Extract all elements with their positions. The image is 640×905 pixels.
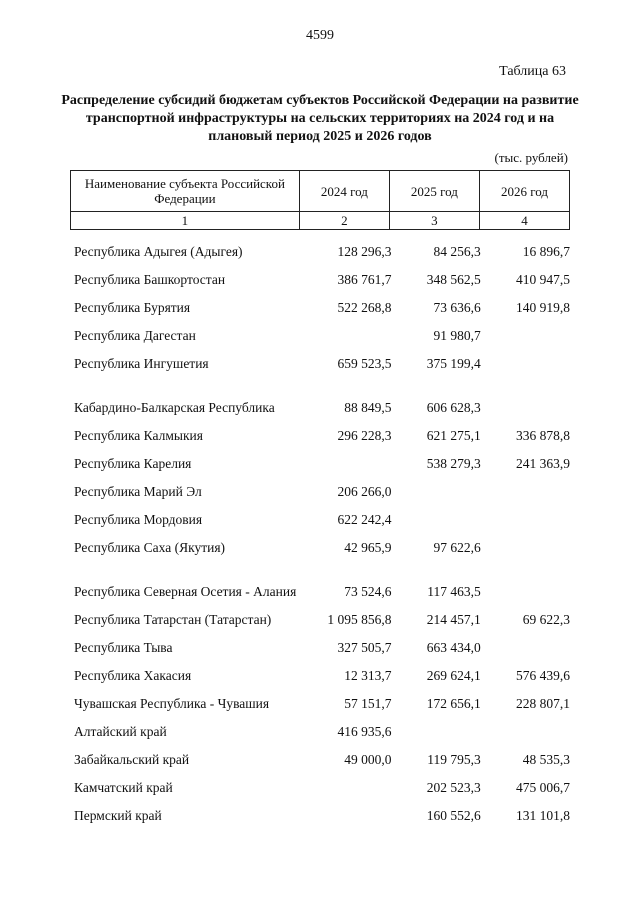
- value-2024: 522 268,8: [337, 300, 392, 315]
- page-number: 4599: [306, 28, 334, 43]
- value-2025: 538 279,3: [426, 456, 481, 471]
- region-name: Пермский край: [74, 808, 162, 823]
- value-2024: 622 242,4: [337, 512, 392, 527]
- value-2025: 73 636,6: [433, 300, 481, 315]
- value-2024: 659 523,5: [337, 356, 392, 371]
- table-header: [70, 170, 570, 230]
- table-label: Таблица 63: [499, 64, 566, 79]
- value-2026: 69 622,3: [522, 612, 570, 627]
- table-row: [70, 372, 570, 416]
- value-2024: 73 524,6: [344, 584, 392, 599]
- value-2025: 160 552,6: [426, 808, 481, 823]
- header-num-4: 4: [479, 212, 569, 230]
- table-row: [70, 260, 570, 288]
- value-2025: 348 562,5: [426, 272, 481, 287]
- header-num-2: 2: [299, 212, 389, 230]
- value-2025: 119 795,3: [427, 752, 481, 767]
- region-name: Республика Адыгея (Адыгея): [74, 244, 243, 259]
- value-2024: 386 761,7: [337, 272, 392, 287]
- table-row: [70, 600, 570, 628]
- value-2025: 84 256,3: [433, 244, 481, 259]
- value-2024: 42 965,9: [344, 540, 392, 555]
- region-name: Республика Дагестан: [74, 328, 196, 343]
- value-2025: 172 656,1: [426, 696, 481, 711]
- region-name: Республика Саха (Якутия): [74, 540, 226, 555]
- value-2025: 91 980,7: [433, 328, 481, 343]
- region-name: Республика Бурятия: [74, 300, 191, 315]
- table-row: [70, 768, 570, 796]
- value-2026: 475 006,7: [516, 780, 570, 795]
- value-2025: 97 622,6: [433, 540, 481, 555]
- value-2025: 621 275,1: [426, 428, 481, 443]
- value-2026: 336 878,8: [516, 428, 570, 443]
- value-2026: 16 896,7: [522, 244, 570, 259]
- value-2026: 131 101,8: [516, 808, 570, 823]
- value-2025: 117 463,5: [427, 584, 481, 599]
- value-2024: 57 151,7: [344, 696, 392, 711]
- table-row: [70, 684, 570, 712]
- region-name: Чувашская Республика - Чувашия: [74, 696, 270, 711]
- table-row: [70, 740, 570, 768]
- header-2026: 2026 год: [479, 171, 569, 212]
- table-body: [70, 232, 570, 824]
- table-row: [70, 232, 570, 260]
- table-row: [70, 444, 570, 472]
- value-2024: 327 505,7: [337, 640, 392, 655]
- region-name: Республика Тыва: [74, 640, 173, 655]
- value-2025: 214 457,1: [426, 612, 481, 627]
- region-name: Республика Марий Эл: [74, 484, 202, 499]
- table-row: [70, 500, 570, 528]
- table-row: [70, 472, 570, 500]
- value-2024: 128 296,3: [337, 244, 392, 259]
- table-row: [70, 528, 570, 556]
- region-name: Алтайский край: [74, 724, 167, 739]
- value-2024: 49 000,0: [344, 752, 392, 767]
- value-2024: 206 266,0: [337, 484, 392, 499]
- table-row: [70, 344, 570, 372]
- value-2026: 228 807,1: [516, 696, 570, 711]
- value-2025: 375 199,4: [426, 356, 481, 371]
- value-2026: 410 947,5: [516, 272, 570, 287]
- table-row: [70, 628, 570, 656]
- region-name: Республика Хакасия: [74, 668, 192, 683]
- value-2024: 12 313,7: [344, 668, 392, 683]
- table-row: [70, 416, 570, 444]
- value-2024: 88 849,5: [344, 400, 392, 415]
- region-name: Кабардино-Балкарская Республика: [74, 400, 275, 415]
- region-name: Республика Ингушетия: [74, 356, 209, 371]
- region-name: Республика Северная Осетия - Алания: [74, 584, 297, 599]
- region-name: Республика Мордовия: [74, 512, 203, 527]
- value-2024: 296 228,3: [337, 428, 392, 443]
- header-name: Наименование субъекта Российской Федерации: [71, 171, 300, 212]
- region-name: Республика Татарстан (Татарстан): [74, 612, 272, 627]
- document-title: Распределение субсидий бюджетам субъектов Российской Федерации на развитие транспортной инфраструктуры на сельских территориях на 2024 год и на плановый период 2025 и 2026 годов: [61, 93, 579, 144]
- table-row: [70, 288, 570, 316]
- table-row: [70, 712, 570, 740]
- value-2026: 48 535,3: [522, 752, 570, 767]
- table-row: [70, 656, 570, 684]
- units-label: (тыс. рублей): [494, 150, 568, 165]
- region-name: Забайкальский край: [74, 752, 190, 767]
- header-num-3: 3: [389, 212, 479, 230]
- value-2025: 606 628,3: [426, 400, 481, 415]
- header-2024: 2024 год: [299, 171, 389, 212]
- table-row: [70, 316, 570, 344]
- region-name: Камчатский край: [74, 780, 173, 795]
- region-name: Республика Калмыкия: [74, 428, 203, 443]
- value-2024: 1 095 856,8: [327, 612, 392, 627]
- value-2026: 576 439,6: [516, 668, 570, 683]
- value-2024: 416 935,6: [337, 724, 392, 739]
- region-name: Республика Башкортостан: [74, 272, 226, 287]
- value-2026: 140 919,8: [516, 300, 570, 315]
- region-name: Республика Карелия: [74, 456, 192, 471]
- value-2026: 241 363,9: [516, 456, 570, 471]
- header-2025: 2025 год: [389, 171, 479, 212]
- value-2025: 202 523,3: [426, 780, 481, 795]
- header-num-1: 1: [71, 212, 300, 230]
- value-2025: 663 434,0: [426, 640, 481, 655]
- table-row: [70, 556, 570, 600]
- value-2025: 269 624,1: [426, 668, 481, 683]
- table-row: [70, 796, 570, 824]
